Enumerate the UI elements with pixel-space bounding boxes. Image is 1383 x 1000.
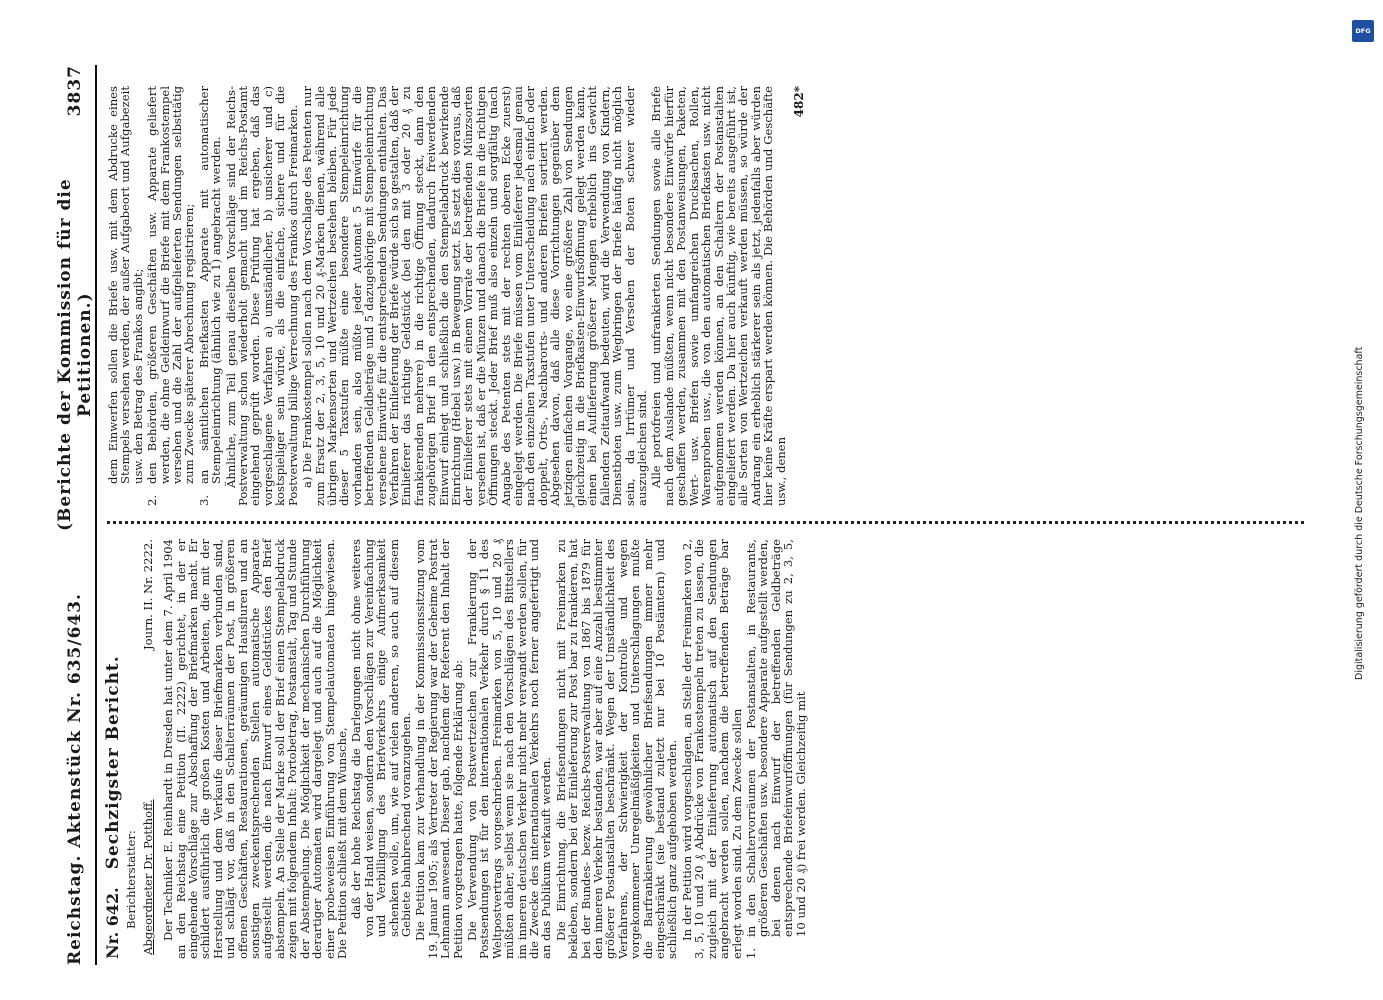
list-item [198, 86, 223, 506]
list-item-text: in den Schaltervorräumen der Postanstalten, in Restaurants, größeren Geschäften usw. besondere Apparate aufgestellt werden, bei denen nach Einwurf der betreffenden Geldbeträge entsprechende Briefeinwurföffnungen (für Sendungen zu 2, 3, 5, 10 und 20 ₰) frei werden. Gleichzeitig mit [743, 539, 808, 937]
section-heading [103, 539, 123, 959]
paragraph: Der Techniker E. Reinhardt in Dresden hat unter dem 7. April 1904 an den Reichstag eine Petition (II. 2222) gerichtet, in der er eingehende Vorschläge zur Abschaffung der Briefmarken macht. Er schildert ausführlich die großen Kosten und Arbeiten, die mit der Herstellung und dem Verkaufe dieser Briefmarken verbunden sind, und schlägt vor, daß in den Schalterräumen der Post, in größeren offenen Geschäften, Restaurationen, geräumigen Hausfluren und an sonstigen zweckentsprechenden Stellen automatische Apparate aufgestellt werden, die nach Einwurf eines Geldstückes den Brief abstempeln. An Stelle der Marke soll der Brief einen Stempelabdruck zeigen mit folgendem Inhalt: Portobetrag, Postanstalt, Tag und Stunde der Abstempelung. Die Möglichkeit der mechanischen Durchführung derartiger Automaten wird dargelegt und auch auf die Möglichkeit einer probeweisen Einführung von Stempelautomaten hingewiesen. Die Petition schließt mit dem Wunsche, [161, 539, 349, 959]
section-title: Sechzigster Bericht. [103, 655, 123, 870]
paragraph: In der Petition wird vorgeschlagen, an Stelle der Freimarken von 2, 3, 5, 10 und 20 ₰ Abdrücke von Frankostempeln treten zu lassen, die zugleich mit der Einlieferung automatisch auf den Sendungen angebracht werden sollen, nachdem die betreffenden Beträge bar erlegt worden sind. Zu dem Zwecke sollen [679, 539, 744, 959]
column-right [107, 80, 1307, 512]
digitization-credit: Digitalisierung gefördert durch die Deutsche Forschungsgemeinschaft [1354, 346, 1365, 680]
paragraph: a) Die Frankostempel sollen nach dem Vorschlage des Petenten nur zum Ersatz der 2, 3, 5, 10 und 20 ₰-Marken dienen, während alle übrigen Markensorten und Wertzeichen bestehen bleiben. Für jede dieser 5 Taxstufen müßte eine besondere Stempeleinrichtung vorhanden sein, also müßte jeder Automat 5 Einwürfe für die betreffenden Geldbeträge und 5 dazugehörige mit Stempeleinrichtung versehene Einwürfe für die entsprechenden Sendungen enthalten. Das Verfahren der Einlieferung der Briefe würde sich so gestalten, daß der Einlieferer das richtige Geldstück (bei den mit 3 oder 20 ₰ zu frankierenden mehrere) in die richtige Öffnung steckt, dann den zugehörigen Brief in den entsprechenden, dadurch freiwerdenden Einwurf einlegt und schließlich die den Stempelabdruck bewirkende Einrichtung (Hebel usw.) in Bewegung setzt. Es setzt dies voraus, daß der Einlieferer stets mit einem Vorrate der betreffenden Münzsorten versehen ist, daß er die Münzen und danach die Briefe in die richtigen Öffnungen steckt. Jeder Brief muß also einzeln und sorgfältig (nach Angabe des Petenten stets mit der rechten oberen Ecke zuerst) eingelegt werden. Die Briefe müssen vom Einlieferer jedesmal genau nach den einzelnen Taxstufen unter Unterscheidung nach einfach oder doppelt, Orts-, Nachbarorts- und anderen Briefen sortiert werden. Abgesehen davon, daß alle diese Vorrichtungen gegenüber dem jetzigen einfachen Vorgange, wo eine größere Zahl von Sendungen gleichzeitig in die Briefkasten-Einwurfsöffnung gelegt werden kann, einen bei Auflieferung größerer Mengen erheblich ins Gewicht fallenden Zeitaufwand bedeuten, wird die Verwendung von Kindern, Dienstboten usw. zum Wegbringen der Briefe häufig nicht möglich sein, da Irrtümer und Versehen der Boten schwer wieder auszugleichen sind. [300, 86, 650, 506]
list-item-text: den Behörden, größeren Geschäften usw. Apparate geliefert werden, die ohne Geldeinwurf die Briefe mit dem Frankostempel versehen und die Zahl der aufgelieferten Sendungen selbsttätig zum Zwecke späterer Abrechnung registrieren; [145, 86, 197, 484]
running-head-left: Reichstag. Aktenstück Nr. 635/643. [65, 593, 85, 965]
digitization-note [1352, 20, 1376, 980]
list-item-number: 2. [145, 494, 160, 506]
list-item-number: 1. [743, 947, 758, 959]
paragraph: daß der hohe Reichstag die Darlegungen nicht ohne weiteres von der Hand weisen, sondern den Vorschlägen zur Vereinfachung und Verbilligung des Briefverkehrs einige Aufmerksamkeit schenken wolle, um, wie auf vielen anderen, so auch auf diesem Gebiete bahnbrechend voranzugehen. [349, 539, 413, 937]
text-columns [103, 65, 1307, 965]
paragraph: Die Einrichtung, die Briefsendungen nicht mit Freimarken zu bekleben, sondern bei der Einlieferung zur Post bar zu frankieren, hat bei der Bundes- bezw. Reichs-Postverwaltung von 1867 bis 1879 für den inneren Verkehr bestanden, war aber auf eine Anzahl bestimmter größerer Postanstalten beschränkt. Wegen der Umständlichkeit des Verfahrens, der Schwierigkeit der Kontrolle und wegen vorgekommener Unregelmäßigkeiten und Unterschlagungen mußte die Barfrankierung gewöhnlicher Briefsendungen immer mehr eingeschränkt (sie bestand zuletzt nur bei 10 Postämtern) und schließlich ganz aufgehoben werden. [553, 539, 680, 959]
signature-mark: 482* [791, 86, 806, 118]
running-head [55, 65, 97, 965]
reporter-name: Abgeordneter Dr. Potthoff. [140, 799, 155, 955]
paragraph: Ähnliche, zum Teil genau dieselben Vorschläge sind der Reichs-Postverwaltung schon wiederholt gemacht und im Reichs-Postamt eingehend geprüft worden. Diese Prüfung hat ergeben, daß das vorgeschlagene Verfahren a) umständlicher, b) unsicherer und c) kostspieliger sein würde, als die einfache, sichere und für die Postverwaltung billige Verrechnung des Frankos durch Freimarken. [223, 86, 300, 506]
column-divider [107, 521, 1307, 524]
reporter-line [142, 539, 154, 959]
reporter-label: Berichterstatter: [124, 830, 139, 929]
rotated-page-content [55, 65, 1345, 965]
section-number: Nr. 642. [103, 887, 122, 959]
paragraph: Die Petition kam zur Verhandlung in der Kommissionssitzung vom 19. Januar 1905; als Vertreter der Regierung war der Geheime Postrat Lehmann anwesend. Dieser gab, nachdem der Referent den Inhalt der Petition vorgetragen hatte, folgende Erklärung ab: [413, 539, 465, 959]
column-left [103, 533, 1307, 965]
paragraph: dem Einwerfen sollen die Briefe usw. mit dem Abdrucke eines Stempels versehen werden, der außer Aufgabeort und Aufgabezeit usw. den Betrag des Frankos angibt; [106, 86, 145, 484]
list-item-number: 3. [196, 494, 211, 506]
dfg-logo-icon: DFG [1352, 20, 1374, 42]
paragraph: Alle portofreien und unfrankierten Sendungen sowie alle Briefe nach dem Auslande müßten, wenn nicht besondere Einwürfe hierfür geschaffen werden, zusammen mit den Postanweisungen, Paketen, Wert- usw. Briefen sowie umfangreichen Drucksachen, Rollen, Warenproben usw., die von den automatischen Briefkasten usw. nicht aufgenommen werden können, an den Schaltern der Postanstalten eingeliefert werden. Da hier auch künftig, wie bereits ausgeführt ist, alle Sorten von Wertzeichen verkauft werden müssen, so würde der Andrang ein erheblich stärkerer sein als jetzt, jedenfalls aber würden hier keine Kräfte erspart werden können. Die Behörden und Geschäfte usw., denen [649, 86, 788, 506]
list-item [745, 539, 807, 959]
journal-number: Journ. II. Nr. 2222. [140, 539, 155, 650]
list-item [146, 86, 196, 506]
page-number: 3837 [65, 65, 85, 117]
list-item-text: an sämtlichen Briefkasten Apparate mit automatischer Stempeleinrichtung (ähnlich wie zu 1) angebracht werden. [196, 86, 224, 484]
paragraph: Die Verwendung von Postwertzeichen zur Frankierung der Postsendungen ist für den internationalen Verkehr durch § 11 des Weltpostvertrags vorgeschrieben. Freimarken von 5, 10 und 20 ₰ müßten daher, selbst wenn sie nach den Vorschlägen des Bittstellers im inneren deutschen Verkehr nicht mehr verwandt werden sollen, für die Zwecke des internationalen Verkehrs noch ferner angefertigt und an das Publikum verkauft werden. [464, 539, 554, 959]
running-head-center: (Berichte der Kommission für die Petitionen.) [55, 178, 95, 531]
